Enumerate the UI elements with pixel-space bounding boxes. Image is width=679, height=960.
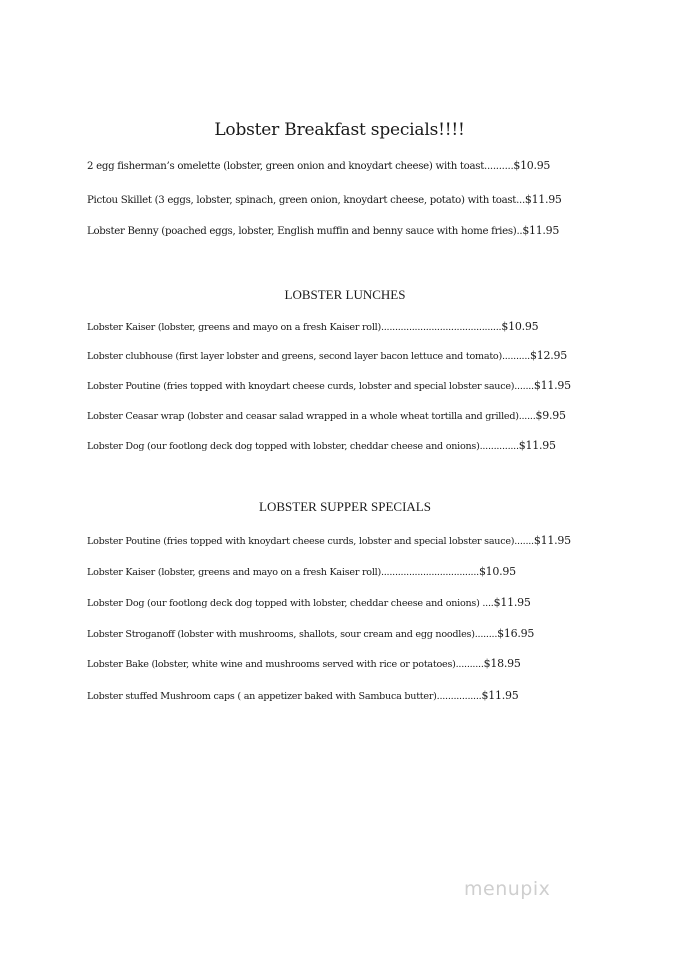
menu-item-text: Lobster Benny (poached eggs, lobster, English muffin and benny sauce with home fries).. [87,226,523,237]
menu-item-text: Lobster stuffed Mushroom caps ( an appetizer baked with Sambuca butter)................ [87,691,482,702]
menu-item-text: Lobster Dog (our footlong deck dog topped with lobster, cheddar cheese and onions) .... [87,598,494,609]
menu-item-supper-kaiser [87,565,516,580]
menu-item-price: $11.95 [481,689,519,702]
menu-item-price: $10.95 [478,565,516,578]
menu-item-price: $11.95 [533,379,571,392]
menu-item-price: $10.95 [513,159,551,172]
menu-item-text: Lobster Kaiser (lobster, greens and mayo on a fresh Kaiser roll)........................................... [87,322,502,333]
menu-item-price: $11.95 [493,596,531,609]
menu-item-price: $11.95 [518,439,556,452]
menu-item-lunch-dog [87,439,556,454]
menu-item-text: Lobster Ceasar wrap (lobster and ceasar salad wrapped in a whole wheat tortilla and grilled)...... [87,411,536,422]
menu-item-supper-stroganoff [87,627,534,642]
menu-item-price: $9.95 [535,409,566,422]
menupix-watermark: menupix [464,878,551,900]
menu-item-text: Lobster Bake (lobster, white wine and mushrooms served with rice or potatoes).......... [87,659,484,670]
menu-item-text: 2 egg fisherman’s omelette (lobster, green onion and knoydart cheese) with toast.......... [87,161,514,172]
page-title: Lobster Breakfast specials!!!! [214,120,465,140]
menu-item-price: $11.95 [524,193,562,206]
menu-item-text: Lobster Kaiser (lobster, greens and mayo on a fresh Kaiser roll)................................... [87,567,479,578]
menu-item-text: Lobster clubhouse (first layer lobster and greens, second layer bacon lettuce and tomato).......... [87,351,530,362]
menu-item-supper-dog [87,596,531,611]
menu-item-price: $11.95 [533,534,571,547]
menu-item-price: $18.95 [483,657,521,670]
menu-item-omelette [87,159,550,174]
section-heading-lunches: LOBSTER LUNCHES [284,287,406,302]
menu-item-price: $16.95 [497,627,535,640]
menu-item-price: $12.95 [529,349,567,362]
menu-item-text: Lobster Dog (our footlong deck dog topped with lobster, cheddar cheese and onions).............. [87,441,519,452]
menu-item-price: $11.95 [522,224,560,237]
menu-item-price: $10.95 [501,320,539,333]
menu-item-pictou-skillet [87,193,562,208]
section-heading-supper: LOBSTER SUPPER SPECIALS [259,499,431,514]
menu-item-text: Lobster Stroganoff (lobster with mushrooms, shallots, sour cream and egg noodles)........ [87,629,498,640]
menu-item-text: Lobster Poutine (fries topped with knoydart cheese curds, lobster and special lobster sauce)....... [87,381,534,392]
menu-item-lunch-kaiser [87,320,538,335]
menu-item-lunch-poutine [87,379,571,394]
menu-item-lobster-benny [87,224,559,239]
menu-item-supper-bake [87,657,521,672]
menu-item-lunch-clubhouse [87,349,567,364]
menu-item-supper-poutine [87,534,571,549]
menu-item-text: Lobster Poutine (fries topped with knoydart cheese curds, lobster and special lobster sauce)....... [87,536,534,547]
menu-item-text: Pictou Skillet (3 eggs, lobster, spinach, green onion, knoydart cheese, potato) with toast... [87,195,525,206]
menu-item-supper-mushroom-caps [87,689,518,704]
menu-item-lunch-ceasar-wrap [87,409,566,424]
